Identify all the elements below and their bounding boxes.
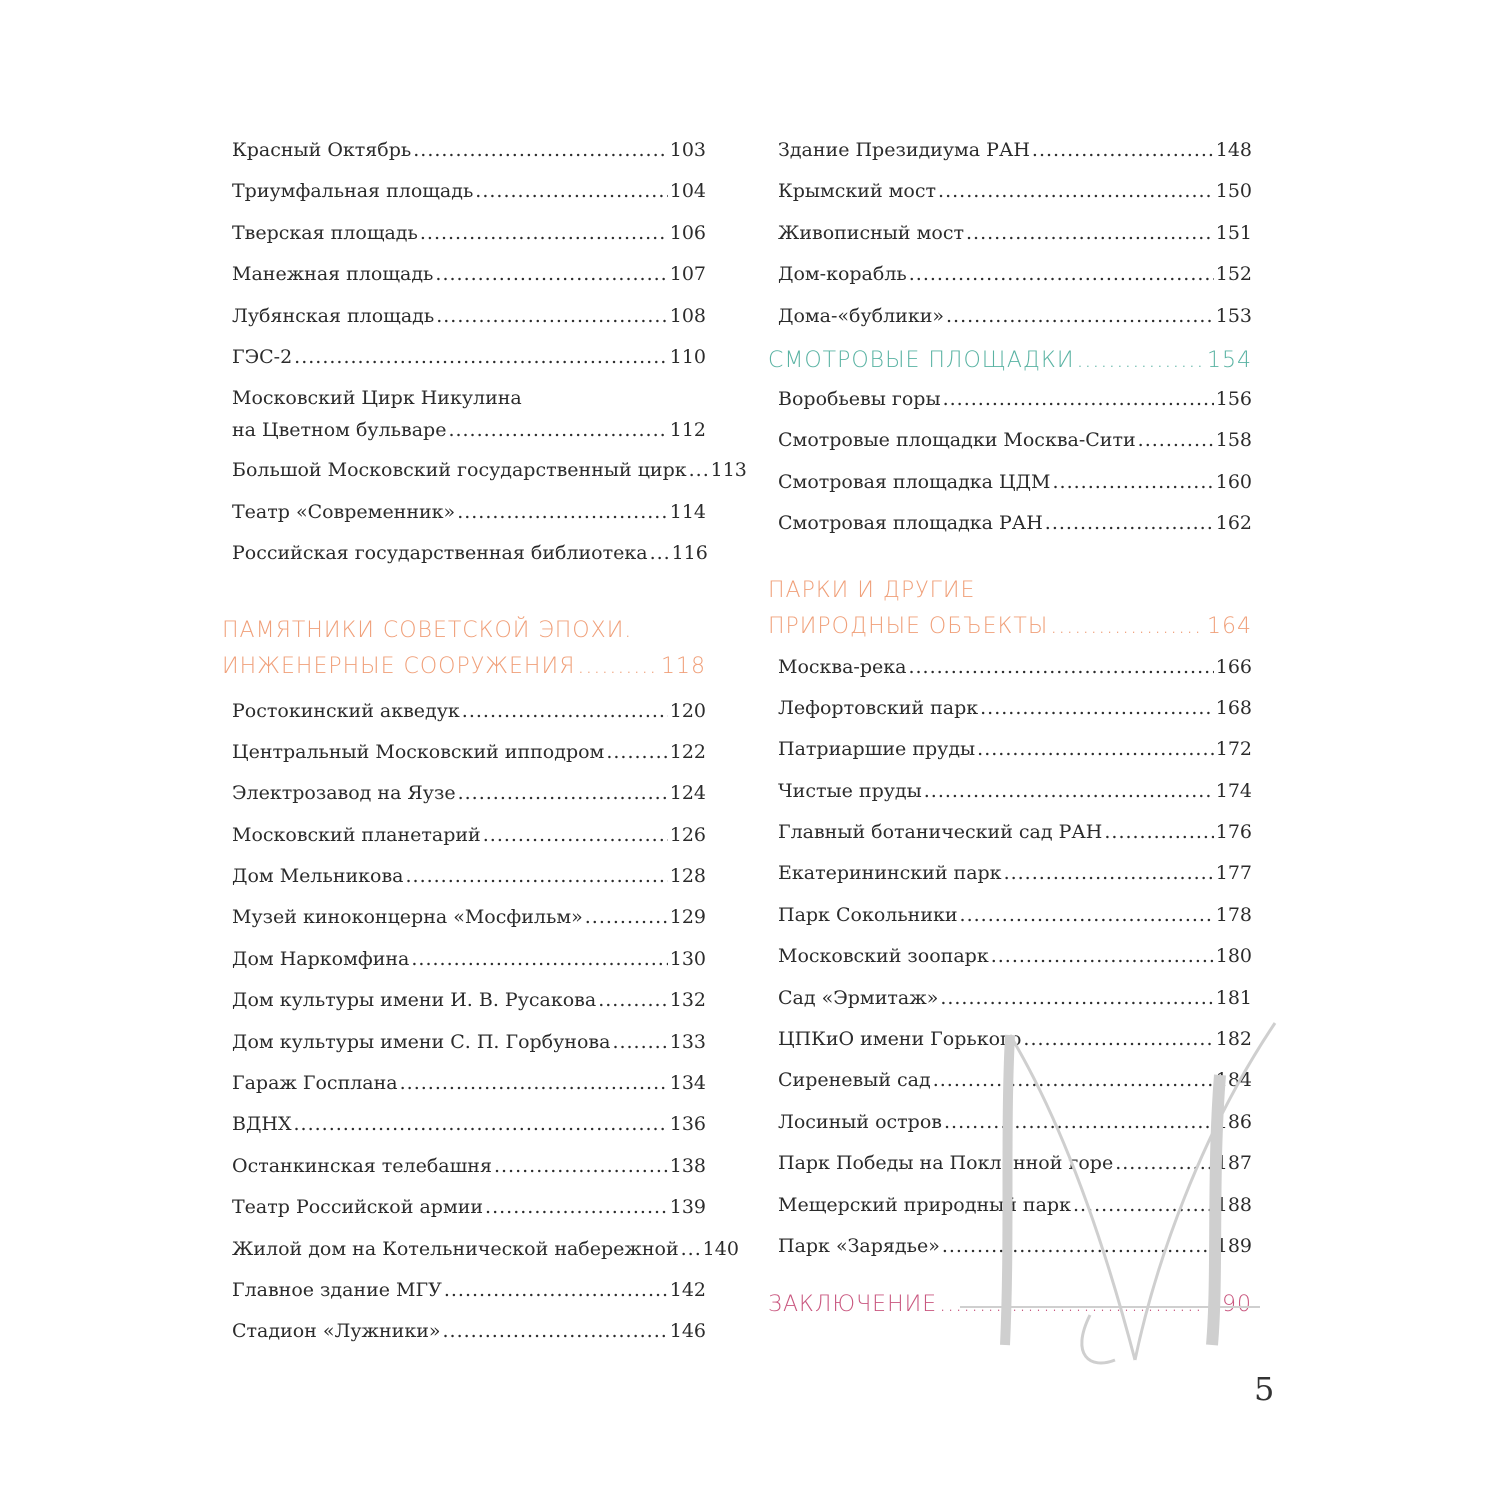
toc-entry-title: Большой Московский государственный цирк [232,459,687,482]
toc-entry-title: Патриаршие пруды [778,738,976,761]
toc-page-number: 122 [669,740,706,763]
toc-entry[interactable] [232,537,706,578]
dot-leader [966,217,1214,249]
toc-entry[interactable] [232,1108,706,1149]
section-heading-viewpoints[interactable] [768,343,1252,379]
toc-entry-title: Главный ботанический сад РАН [778,821,1103,844]
toc-entry[interactable] [778,217,1252,258]
toc-entry-title: Дом Наркомфина [232,947,410,970]
dot-leader [1053,466,1214,498]
section-page-number: 164 [1207,613,1252,639]
toc-entry[interactable] [778,1189,1252,1230]
toc-entry[interactable] [778,507,1252,548]
section-title: ПРИРОДНЫЕ ОБЪЕКТЫ [768,613,1049,639]
toc-entry[interactable] [232,1067,706,1108]
dot-leader [689,454,709,486]
toc-entry[interactable] [232,984,706,1025]
toc-entry[interactable] [778,383,1252,424]
toc-entry-title: Дом Мельникова [232,865,404,888]
toc-page-number: 177 [1215,862,1252,885]
toc-entry[interactable] [778,651,1252,692]
section-title: ЗАКЛЮЧЕНИЕ [768,1292,938,1318]
dot-leader [435,258,667,290]
dot-leader [483,819,668,851]
toc-entry-title: Парк Сокольники [778,903,958,926]
dot-leader [405,860,667,892]
toc-entry-title: Российская государственная библиотека [232,542,648,565]
dot-leader [1045,507,1214,539]
section-heading-parks[interactable] [768,573,1252,645]
toc-page-number: 103 [669,139,706,161]
dot-leader [909,258,1214,290]
dot-leader [458,777,668,809]
toc-entry[interactable] [778,1106,1252,1147]
section-title: ИНЖЕНЕРНЫЕ СООРУЖЕНИЯ [222,653,576,679]
dot-leader [606,736,667,768]
dot-leader [1032,134,1214,166]
toc-entry-title: Тверская площадь [232,221,418,244]
toc-page-number: 130 [669,947,706,970]
toc-entry[interactable] [232,454,747,495]
toc-entry-title: Парк Победы на Поклонной горе [778,1152,1114,1175]
toc-entry-title: Триумфальная площадь [232,180,474,203]
toc-entry-title: Здание Президиума РАН [778,139,1030,161]
toc-entry-title: Лефортовский парк [778,696,979,719]
toc-entry[interactable] [778,300,1252,341]
toc-page-number: 108 [669,304,706,327]
section-heading-conclusion[interactable] [768,1287,1252,1323]
dot-leader [991,940,1214,972]
toc-page-number: 152 [1215,263,1252,286]
dot-leader [1004,857,1214,889]
dot-leader [908,651,1213,683]
toc-entry[interactable] [778,982,1252,1023]
toc-entry-title: Крымский мост [778,180,937,203]
page-number: 5 [1254,1370,1275,1408]
toc-page-number: 132 [669,989,706,1012]
toc-entry[interactable] [232,819,706,860]
toc-entry[interactable] [778,816,1252,857]
toc-page-number: 153 [1215,304,1252,327]
dot-leader [475,175,667,207]
toc-entry[interactable] [232,175,706,216]
toc-entry-title: ГЭС-2 [232,345,293,368]
toc-entry-title: Смотровая площадка РАН [778,512,1043,535]
toc-entry[interactable] [778,940,1252,981]
toc-page-number: 184 [1215,1069,1252,1092]
dot-leader [1138,424,1214,456]
toc-entry[interactable] [778,134,1252,175]
toc-page-number: 138 [669,1154,706,1177]
dot-leader [598,984,668,1016]
dot-leader [942,1230,1214,1262]
toc-entry[interactable] [778,857,1252,898]
toc-entry-title: Сиреневый сад [778,1069,931,1092]
toc-entry[interactable] [232,1026,706,1067]
dot-leader [1104,816,1213,848]
toc-page-number: 128 [669,865,706,888]
dot-leader [1115,1147,1214,1179]
toc-entry-title: Красный Октябрь [232,139,412,161]
toc-page-number: 114 [669,500,706,523]
toc-entry-title: на Цветном бульваре [232,419,447,442]
toc-page-number: 162 [1215,512,1252,535]
dot-leader [980,692,1214,724]
dot-leader [443,1315,668,1347]
toc-entry[interactable] [778,1064,1252,1105]
toc-entry[interactable] [232,1233,739,1274]
dot-leader [943,383,1214,415]
toc-entry[interactable] [232,901,706,942]
dot-leader [944,1106,1214,1138]
toc-entry[interactable] [778,1023,1252,1064]
dot-leader [977,733,1214,765]
toc-page-number: 133 [669,1030,706,1053]
dot-leader [413,134,668,166]
toc-entry[interactable] [778,899,1252,940]
toc-entry-title: Московский Цирк Никулина [232,387,522,410]
toc-page-number: 134 [669,1072,706,1095]
section-page-number: 118 [661,653,706,679]
toc-entry[interactable] [778,175,1252,216]
toc-page-number: 110 [669,345,706,368]
toc-entry-title: ВДНХ [232,1113,292,1136]
toc-entry[interactable] [232,943,706,984]
toc-entry[interactable] [232,1274,706,1315]
toc-entry[interactable] [778,424,1252,465]
toc-entry[interactable] [232,1315,706,1356]
dot-leader [436,300,668,332]
dot-leader [938,175,1214,207]
dot-leader [400,1067,668,1099]
toc-entry-title: Москва-река [778,655,907,678]
toc-page-number: 186 [1215,1110,1252,1133]
dot-leader [924,775,1214,807]
section-page-number: 190 [1207,1292,1252,1318]
toc-page-number: 151 [1215,221,1252,244]
toc-page-number: 189 [1215,1234,1252,1257]
toc-entry-title: Чистые пруды [778,779,922,802]
toc-page-number: 187 [1215,1152,1252,1175]
toc-entry-title: Дом культуры имени И. В. Русакова [232,989,597,1012]
dot-leader [585,901,668,933]
dot-leader [411,943,667,975]
toc-entry[interactable] [232,496,706,537]
toc-page-number: 104 [669,180,706,203]
toc-page-number: 176 [1215,821,1252,844]
toc-entry-title: Жилой дом на Котельнической набережной [232,1237,679,1260]
toc-entry-title: Гараж Госплана [232,1072,398,1095]
toc-page-number: 148 [1215,139,1252,161]
section-title: СМОТРОВЫЕ ПЛОЩАДКИ [768,347,1075,373]
toc-entry-title: Стадион «Лужники» [232,1320,441,1343]
toc-entry[interactable] [778,733,1252,774]
toc-page-number: 174 [1215,779,1252,802]
toc-page-number: 178 [1215,903,1252,926]
toc-entry[interactable] [232,736,706,777]
toc-page-number: 158 [1215,429,1252,452]
toc-page-number: 150 [1215,180,1252,203]
dot-leader [485,1191,668,1223]
toc-page-number: 120 [669,699,706,722]
toc-entry[interactable] [778,258,1252,299]
toc-entry-title: Парк «Зарядье» [778,1234,940,1257]
toc-page-number: 116 [671,542,708,565]
dot-leader [294,1108,668,1140]
toc-page-number: 113 [710,459,747,482]
toc-page-number: 136 [669,1113,706,1136]
toc-entry[interactable] [232,300,706,341]
dot-leader [612,1026,667,1058]
toc-page-number: 142 [669,1278,706,1301]
dot-leader [939,1287,1205,1323]
toc-page-number: 139 [669,1196,706,1219]
toc-entry-title: Лосиный остров [778,1110,942,1133]
toc-page-number: 156 [1215,387,1252,410]
toc-entry[interactable] [232,258,706,299]
toc-entry[interactable] [232,777,706,818]
toc-entry-title: Театр Российской армии [232,1196,484,1219]
dot-leader [946,300,1214,332]
toc-entry[interactable] [778,775,1252,816]
toc-page-number: 160 [1215,470,1252,493]
dot-leader [960,899,1214,931]
toc-page-number: 140 [702,1237,739,1260]
toc-page-number: 181 [1215,986,1252,1009]
toc-page-number: 188 [1215,1193,1252,1216]
toc-page-number: 182 [1215,1028,1252,1051]
toc-entry-title: Центральный Московский ипподром [232,740,605,763]
toc-entry-title: Московский зоопарк [778,945,989,968]
dot-leader [494,1150,668,1182]
dot-leader [420,217,668,249]
toc-entry[interactable] [232,341,706,382]
toc-page-number: 124 [669,782,706,805]
toc-entry[interactable] [778,1230,1252,1271]
dot-leader [933,1064,1214,1096]
toc-entry-title: Дом-корабль [778,263,907,286]
toc-entry-title: Дом культуры имени С. П. Горбунова [232,1030,611,1053]
toc-entry-title: Электрозавод на Яузе [232,782,456,805]
toc-entry[interactable] [778,692,1252,733]
toc-page-number: 107 [669,263,706,286]
toc-page-number: 112 [669,419,706,442]
section-title: ПАРКИ И ДРУГИЕ [768,577,976,603]
toc-page-number: 180 [1215,945,1252,968]
toc-page-number: 172 [1215,738,1252,761]
toc-entry[interactable] [232,695,706,736]
toc-entry[interactable] [232,217,706,258]
dot-leader [681,1233,701,1265]
toc-entry-title: Дома-«бублики» [778,304,944,327]
toc-page-number: 126 [669,823,706,846]
toc-entry[interactable] [778,466,1252,507]
toc-entry-title: ЦПКиО имени Горького [778,1028,1022,1051]
dot-leader [448,414,667,446]
toc-page-number: 166 [1215,655,1252,678]
toc-entry-title: Лубянская площадь [232,304,435,327]
toc-entry[interactable] [232,860,706,901]
toc-entry-title: Музей киноконцерна «Мосфильм» [232,906,583,929]
toc-page-number: 146 [669,1320,706,1343]
section-heading-soviet-monuments[interactable] [222,613,706,685]
toc-entry-title: Московский планетарий [232,823,481,846]
toc-entry-title: Мещерский природный парк [778,1193,1071,1216]
toc-entry-title: Смотровые площадки Москва-Сити [778,429,1136,452]
toc-entry[interactable] [232,134,706,175]
toc-page-number: 168 [1215,696,1252,719]
toc-entry-title: Останкинская телебашня [232,1154,492,1177]
toc-page-number: 129 [669,906,706,929]
toc-entry-title: Воробьевы горы [778,387,941,410]
toc-entry-title: Ростокинский акведук [232,699,460,722]
dot-leader [1023,1023,1213,1055]
toc-entry[interactable] [232,1191,706,1232]
section-title: ПАМЯТНИКИ СОВЕТСКОЙ ЭПОХИ. [222,617,633,643]
toc-entry[interactable] [232,382,706,454]
toc-entry-title: Сад «Эрмитаж» [778,986,939,1009]
dot-leader [1076,343,1205,379]
dot-leader [577,649,659,685]
section-page-number: 154 [1207,347,1252,373]
toc-entry-title: Манежная площадь [232,263,434,286]
dot-leader [294,341,668,373]
dot-leader [940,982,1213,1014]
dot-leader [1050,609,1205,645]
toc-entry-title: Екатерининский парк [778,862,1002,885]
toc-page-number: 106 [669,221,706,244]
toc-entry-title: Живописный мост [778,221,964,244]
toc-entry-title: Смотровая площадка ЦДМ [778,470,1051,493]
toc-entry-title: Главное здание МГУ [232,1278,442,1301]
toc-entry-title: Театр «Современник» [232,500,456,523]
dot-leader [444,1274,668,1306]
dot-leader [650,537,670,569]
toc-entry[interactable] [232,1150,706,1191]
dot-leader [457,496,668,528]
toc-left-column [222,134,747,1357]
dot-leader [462,695,668,727]
toc-right-column [768,134,1252,1323]
dot-leader [1073,1189,1214,1221]
toc-entry[interactable] [778,1147,1252,1188]
